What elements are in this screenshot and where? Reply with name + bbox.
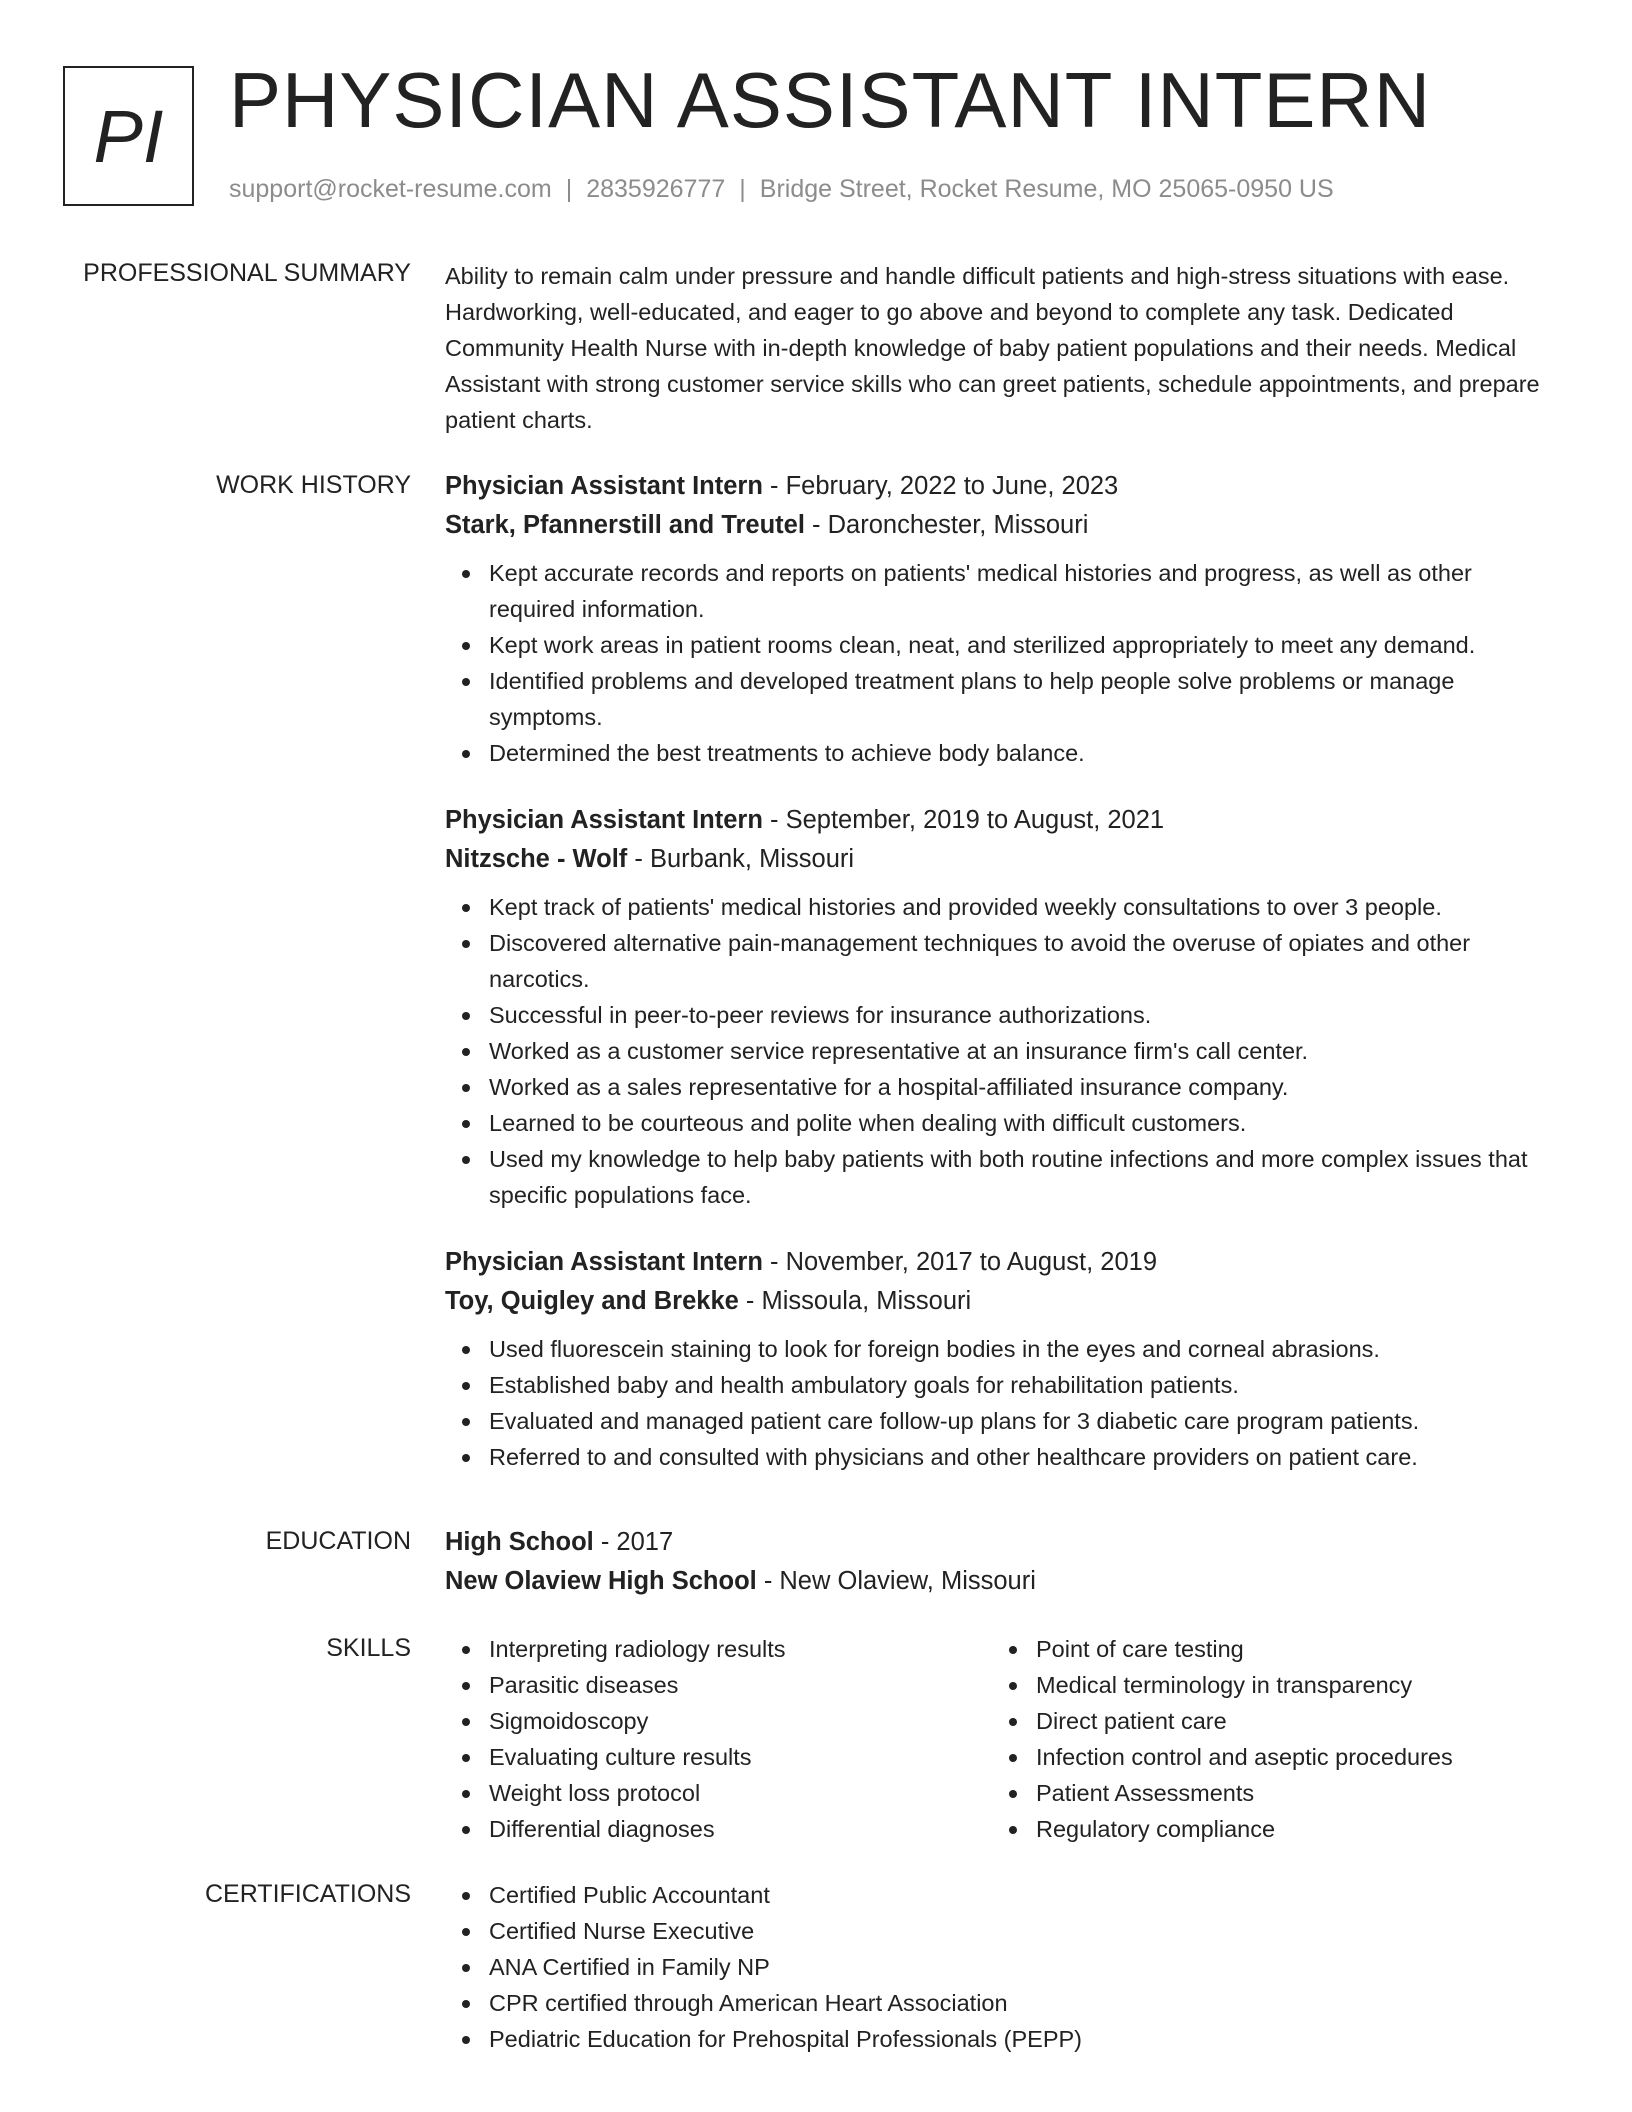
skills-section — [445, 1631, 1545, 1847]
job-bullet: Kept work areas in patient rooms clean, neat, and sterilized appropriately to meet any demand. — [489, 627, 1545, 663]
job-dates: - September, 2019 to August, 2021 — [762, 806, 1165, 834]
summary-section — [445, 258, 1545, 438]
job-title-line — [445, 801, 1545, 840]
work-history-section — [445, 467, 1545, 1505]
skill-item: Regulatory compliance — [1036, 1811, 1492, 1847]
skills-column — [992, 1631, 1492, 1847]
contact-separator: | — [739, 175, 746, 203]
job-title-line — [445, 1243, 1545, 1282]
contact-separator: | — [565, 175, 573, 203]
education-location: - New Olaview, Missouri — [756, 1567, 1036, 1595]
certification-item: Certified Nurse Executive — [489, 1913, 1545, 1949]
skill-item: Weight loss protocol — [489, 1775, 992, 1811]
skill-item: Differential diagnoses — [489, 1811, 992, 1847]
job-bullet: Used my knowledge to help baby patients with both routine infections and more complex issues that specific populations face. — [489, 1141, 1545, 1213]
job-bullet: Worked as a sales representative for a hospital-affiliated insurance company. — [489, 1069, 1545, 1105]
skill-item: Point of care testing — [1036, 1631, 1492, 1667]
certifications-list — [445, 1877, 1545, 2057]
certification-item: Pediatric Education for Prehospital Professionals (PEPP) — [489, 2021, 1545, 2057]
job-bullet: Evaluated and managed patient care follow-up plans for 3 diabetic care program patients. — [489, 1403, 1545, 1439]
skills-columns — [445, 1631, 1545, 1847]
job-bullet: Discovered alternative pain-management techniques to avoid the overuse of opiates and other narcotics. — [489, 925, 1545, 997]
certifications-section — [445, 1877, 1545, 2057]
education-degree: High School — [445, 1528, 594, 1556]
job-company: Toy, Quigley and Brekke — [445, 1287, 739, 1315]
section-label-work-history: WORK HISTORY — [216, 471, 411, 499]
job-company: Nitzsche - Wolf — [445, 845, 628, 873]
section-label-summary: PROFESSIONAL SUMMARY — [83, 259, 411, 287]
job-title-line — [445, 467, 1545, 506]
job-bullet: Identified problems and developed treatment plans to help people solve problems or manage symptoms. — [489, 663, 1545, 735]
section-label-education: EDUCATION — [265, 1527, 411, 1555]
job-bullet: Kept track of patients' medical histories and provided weekly consultations to over 3 people. — [489, 889, 1545, 925]
education-section — [445, 1523, 1545, 1601]
job-entry — [445, 801, 1545, 1213]
job-entry — [445, 1243, 1545, 1475]
job-company-line — [445, 840, 1545, 879]
resume-name: PHYSICIAN ASSISTANT INTERN — [229, 56, 1432, 144]
job-dates: - February, 2022 to June, 2023 — [762, 472, 1119, 500]
job-location: - Burbank, Missouri — [627, 845, 855, 873]
job-company: Stark, Pfannerstill and Treutel — [445, 511, 805, 539]
job-title: Physician Assistant Intern — [445, 1248, 763, 1276]
job-bullet-list — [445, 1331, 1545, 1475]
job-title: Physician Assistant Intern — [445, 806, 763, 834]
job-company-line — [445, 506, 1545, 545]
job-bullet-list — [445, 555, 1545, 771]
certification-item: CPR certified through American Heart Association — [489, 1985, 1545, 2021]
job-bullet: Successful in peer-to-peer reviews for insurance authorizations. — [489, 997, 1545, 1033]
section-label-skills: SKILLS — [326, 1634, 411, 1662]
monogram-box — [63, 66, 194, 206]
education-degree-line — [445, 1523, 1545, 1562]
skill-item: Medical terminology in transparency — [1036, 1667, 1492, 1703]
skill-item: Parasitic diseases — [489, 1667, 992, 1703]
job-company-line — [445, 1282, 1545, 1321]
contact-address: Bridge Street, Rocket Resume, MO 25065-0950 US — [759, 175, 1334, 203]
skill-item: Evaluating culture results — [489, 1739, 992, 1775]
skills-list — [992, 1631, 1492, 1847]
skills-list — [445, 1631, 992, 1847]
section-label-certifications: CERTIFICATIONS — [204, 1880, 411, 1908]
contact-phone: 2835926777 — [586, 175, 726, 203]
certification-item: ANA Certified in Family NP — [489, 1949, 1545, 1985]
summary-text: Ability to remain calm under pressure and handle difficult patients and high-stress situations with ease. Hardworking, well-educated, and eager to go above and beyond to complete any task. Dedicated Community Health Nurse with in-depth knowledge of baby patient populations and their needs. Medical Assistant with strong customer service skills who can greet patients, schedule appointments, and prepare patient charts. — [445, 263, 1540, 433]
education-school-line — [445, 1562, 1545, 1601]
skill-item: Direct patient care — [1036, 1703, 1492, 1739]
job-bullet: Established baby and health ambulatory goals for rehabilitation patients. — [489, 1367, 1545, 1403]
job-bullet: Worked as a customer service representative at an insurance firm's call center. — [489, 1033, 1545, 1069]
monogram-initials: PI — [93, 94, 164, 178]
job-entry — [445, 467, 1545, 771]
job-dates: - November, 2017 to August, 2019 — [762, 1248, 1157, 1276]
certification-item: Certified Public Accountant — [489, 1877, 1545, 1913]
skill-item: Sigmoidoscopy — [489, 1703, 992, 1739]
job-location: - Daronchester, Missouri — [804, 511, 1089, 539]
job-bullet-list — [445, 889, 1545, 1213]
education-year: - 2017 — [593, 1528, 674, 1556]
education-school: New Olaview High School — [445, 1567, 757, 1595]
contact-line — [229, 175, 1334, 204]
job-bullet: Referred to and consulted with physicians and other healthcare providers on patient care. — [489, 1439, 1545, 1475]
job-bullet: Used fluorescein staining to look for foreign bodies in the eyes and corneal abrasions. — [489, 1331, 1545, 1367]
contact-email: support@rocket-resume.com — [229, 175, 552, 203]
job-title: Physician Assistant Intern — [445, 472, 763, 500]
skill-item: Patient Assessments — [1036, 1775, 1492, 1811]
skill-item: Infection control and aseptic procedures — [1036, 1739, 1492, 1775]
skills-column — [445, 1631, 992, 1847]
job-bullet: Learned to be courteous and polite when dealing with difficult customers. — [489, 1105, 1545, 1141]
job-bullet: Determined the best treatments to achieve body balance. — [489, 735, 1545, 771]
job-bullet: Kept accurate records and reports on patients' medical histories and progress, as well as other required information. — [489, 555, 1545, 627]
skill-item: Interpreting radiology results — [489, 1631, 992, 1667]
job-location: - Missoula, Missouri — [738, 1287, 972, 1315]
